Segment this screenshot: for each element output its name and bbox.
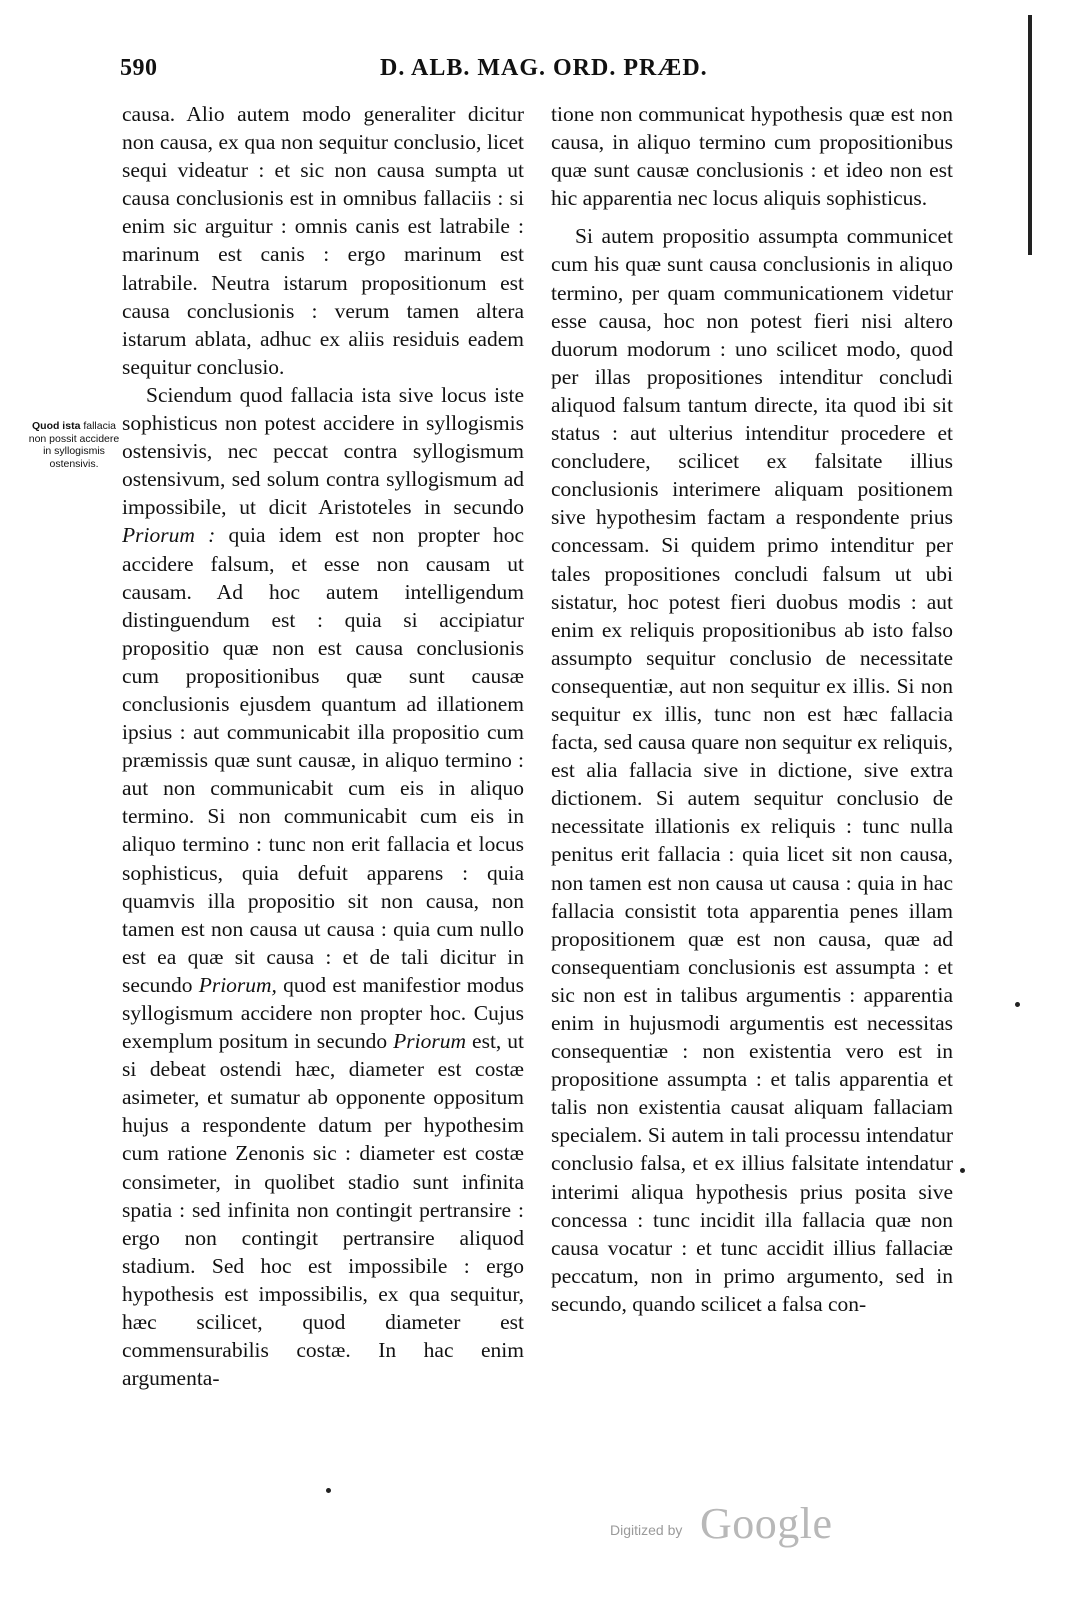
left-p2-italic-1: Priorum : [122, 523, 216, 548]
left-column [122, 100, 524, 1490]
page-header [120, 55, 960, 95]
stray-dot-mark [1015, 1002, 1020, 1007]
margin-note-bold: Quod ista [31, 420, 81, 432]
right-paragraph-2: Si autem propositio assumpta communicet cum his quæ sunt causa conclusionis in aliquo termino, per quam communicationem videtur esse causa, hoc non potest fieri nisi altero duorum modorum : uno scilicet modo, quod per illas propositiones intenditur concludi aliquod falsum tantum directe, ita quod ibi sit status : aut ulterius intenditur procedere et concludere, scilicet ex falsitate illius conclusionis interimere aliquam positionem sive hypothesim factam a respondente prius concessam. Si quidem primo intenditur per tales propositiones concludi falsum ut ubi sistatur, hoc potest fieri duobus modis : aut enim ex reliquis propositionibus ab isto falso assumpto sequitur conclusio de necessitate consequentiæ, aut non sequitur ex illis. Si non sequitur ex illis, tunc non est hæc fallacia facta, sed causa quare non sequitur ex reliquis, est alia fallacia sive in dictione, sive extra dictionem. Si autem sequitur conclusio de necessitate illationis ex reliquis : tunc nulla penitus erit fallacia : quia licet sit non causa, non tamen est non causa ut causa : quia in hac fallacia consistit tota apparentia penes illam propositionem quæ est non causa, quæ ad consequentiam conclusionis est assumpta : et sic non est in talibus argumentis : apparentia enim in hujusmodi argumentis est necessitas consequentiæ : non existentia vero est in propositione assumpta : et talis apparentia et talis non existentia causat aliquam fallaciam specialem. Si autem in tali processu intendatur conclusio falsa, et ex illius falsitate intendatur interimi aliqua hypothesis prius posita sive concessa : tunc incidit illa fallacia quæ non causa vocatur : et tunc accidit illius fallaciæ peccatum, non in primo argumento, sed in secundo, quando scilicet a falsa con- [551, 224, 953, 1316]
stray-dot-mark [960, 1168, 965, 1173]
page-number: 590 [120, 55, 158, 81]
left-p2-text-b: quia idem est non propter hoc accidere falsum, et esse non causam ut causam. Ad hoc autem intelligendum distinguendum est : quia si accipiatur propositio quæ non est causa conclusionis cum propositionibus quæ sunt causæ conclusionis ejusdem quantum ad illationem ipsius : aut communicabit illa propositio cum præmissis quæ sunt causæ, in aliquo termino : aut non communicabit cum eis in aliquo termino. Si non communicabit cum eis in aliquo termino : tunc non erit fallacia et locus sophisticus, quia defuit apparens : quia quamvis illa propositio sit non causa, non tamen est non causa ut causa : quia cum nullo est ea quæ sit causa : et de tali dicitur in secundo [122, 523, 524, 997]
google-logo: Google [700, 1499, 833, 1548]
left-p2-text-d: est, ut si debeat ostendi hæc, diameter est costæ asimeter, et sumatur ab opponente oppositum hujus a respondente datum per hypothesim cum ratione Zenonis sic : diameter est costæ consimeter, in quolibet stadio sunt infinita spatia : sed infinita non contingit pertransire : ergo non contingit pertransire aliquod stadium. Sed hoc est impossibile : ergo hypothesis est impossibilis, ex qua sequitur, hæc scilicet, quod diameter est commensurabilis costæ. In hac enim argumenta- [122, 1029, 524, 1391]
left-p2-text-a: Sciendum quod fallacia ista sive locus iste sophisticus non potest accidere in syllogismis ostensivis, nec peccat contra syllogismum ostensivum, sed solum contra syllogismum ad impossibile, ut dicit Aristoteles in secundo [122, 382, 524, 520]
digitized-by-label: Digitized by [610, 1522, 683, 1538]
left-p2-italic-3: Priorum [393, 1029, 467, 1054]
left-p2-text-c: quod est manifestior modus syllogismum accidere non propter hoc. Cujus exemplum positum in secundo [122, 972, 524, 1054]
left-paragraph-2 [122, 381, 524, 1392]
margin-note-text: fallacia non possit accidere in syllogismis ostensivis. [28, 420, 120, 470]
margin-note [28, 420, 120, 470]
stray-dot-mark [326, 1488, 331, 1493]
left-paragraph-1: causa. Alio autem modo generaliter dicitur non causa, ex qua non sequitur conclusio, licet sequi videatur : et sic non causa sumpta ut causa conclusionis est in omnibus fallaciis : si enim sic arguitur : omnis canis est latrabile : marinum est canis : ergo marinum est latrabile. Neutra istarum propositionum est causa conclusionis : verum tamen altera istarum ablata, adhuc ex aliis residuis eadem sequitur conclusio. [122, 102, 524, 379]
page-edge-rule [1028, 15, 1032, 255]
running-head: D. ALB. MAG. ORD. PRÆD. [380, 55, 708, 81]
right-column [551, 100, 953, 1490]
left-p2-italic-2: Priorum, [198, 972, 277, 997]
right-paragraph-1: tione non communicat hypothesis quæ est non causa, in aliquo termino cum propositionibus quæ sunt causæ conclusionis : et ideo non est hic apparentia nec locus aliquis sophisticus. [551, 102, 953, 211]
